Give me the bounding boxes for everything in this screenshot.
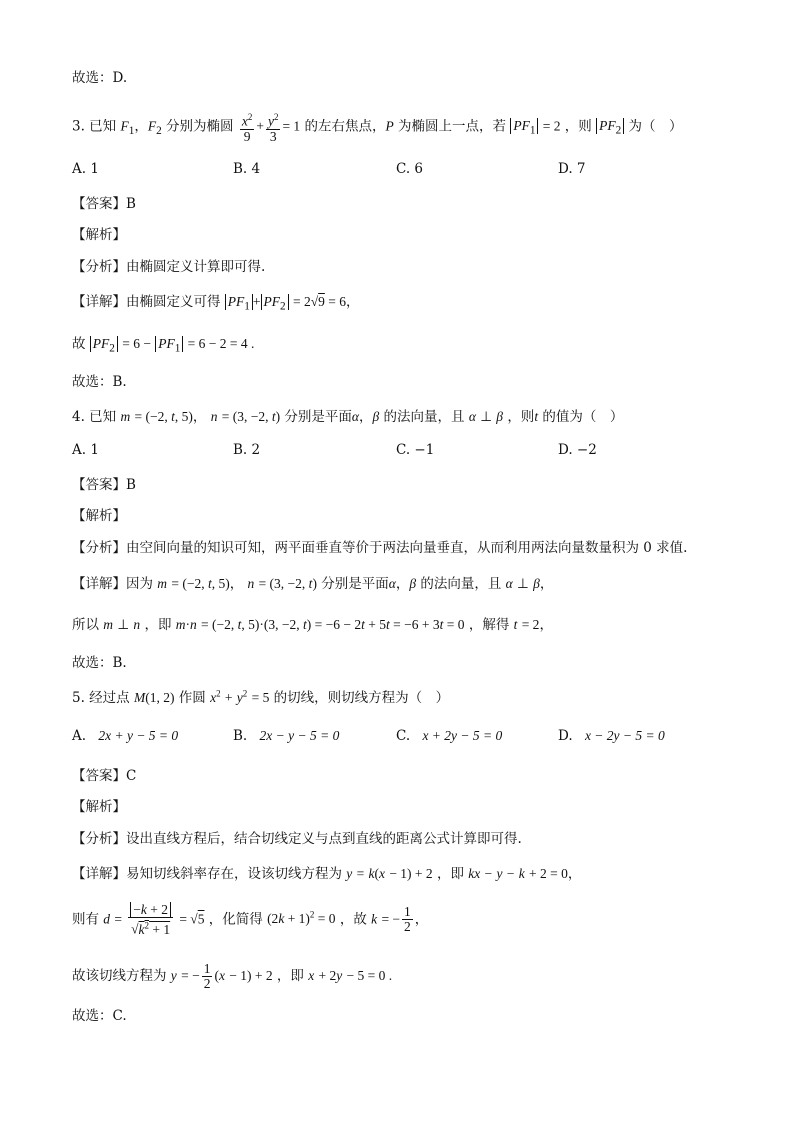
ellipse-frac-x: $\frac{x^2}{9}$ <box>241 112 253 144</box>
q3-fenxi: 【分析】由椭圆定义计算即可得. <box>72 259 266 275</box>
q5-detail-2: 则有 d = $\frac{-k + 2}{√k^2 + 1}$ = √5 ，化简得 $(2k + 1)^2 = 0$ ，故 k = − $\frac{1}{2}$ ， <box>72 902 429 937</box>
k-fraction: $\frac{1}{2}$ <box>404 904 411 935</box>
q5-fenxi: 【分析】设出直线方程后，结合切线定义与点到直线的距离公式计算即可得. <box>72 831 522 847</box>
q5-conclusion: 故选：C. <box>72 1008 127 1024</box>
q4-detail-2: 所以 m ⊥ n ，即 m·n = (−2, t, 5)·(3, −2, t) = −6 − 2t + 5t = −6 + 3t = 0 ，解得 t = 2， <box>72 617 553 633</box>
q3-option-c: C. 6 <box>396 161 424 177</box>
q2-conclusion: 故选：D. <box>72 70 128 86</box>
q4-answer: 【答案】B <box>72 477 136 493</box>
ellipse-frac-y: $\frac{y^2}{3}$ <box>267 112 279 144</box>
q3-detail-2: 故 $PF_2 = 6 - PF_1 = 6 - 2 = 4$ . <box>72 336 255 355</box>
q3-detail: 【详解】由椭圆定义可得 $PF_1 + PF_2 = 2√9 = 6$， <box>72 294 360 313</box>
q4-conclusion: 故选：B. <box>72 655 127 671</box>
distance-fraction: $\frac{-k + 2}{√k^2 + 1}$ <box>128 903 173 937</box>
q3-analysis-heading: 【解析】 <box>72 227 126 243</box>
q3-option-a: A. 1 <box>72 161 99 177</box>
q4-option-d: D. −2 <box>558 442 597 458</box>
q5-detail: 【详解】易知切线斜率存在，设该切线方程为 y = k(x − 1) + 2 ，即 kx − y − k + 2 = 0， <box>72 866 582 882</box>
q5-analysis-heading: 【解析】 <box>72 799 126 815</box>
q5-detail-3: 故该切线方程为 y = − $\frac{1}{2}$ (x − 1) + 2 ，即 x + 2y − 5 = 0 . <box>72 961 393 991</box>
q4-fenxi: 【分析】由空间向量的知识可知，两平面垂直等价于两法向量垂直，从而利用两法向量数量积为 0 求值. <box>72 540 688 556</box>
q5-option-c: C. x + 2y − 5 = 0 <box>396 728 503 744</box>
q3-option-d: D. 7 <box>558 161 586 177</box>
q4-option-c: C. −1 <box>396 442 435 458</box>
slope-fraction: $\frac{1}{2}$ <box>203 961 211 991</box>
q3-conclusion: 故选：B. <box>72 374 127 390</box>
q3-answer: 【答案】B <box>72 196 136 212</box>
q5-option-d: D. x − 2y − 5 = 0 <box>558 728 665 744</box>
q5-answer: 【答案】C <box>72 768 137 784</box>
q4-stem: 4. 已知 m = (−2, t, 5)， n = (3, −2, t) 分别是平面α，β 的法向量，且 α ⊥ β ，则t 的值为（ ） <box>72 409 624 425</box>
q5-stem: 5. 经过点 M(1, 2) 作圆 $x^2 + y^2 = 5$ 的切线，则切线方程为（ ） <box>72 688 450 706</box>
q4-detail: 【详解】因为 m = (−2, t, 5)， n = (3, −2, t) 分别是平面α，β 的法向量，且 α ⊥ β， <box>72 576 554 592</box>
q4-option-a: A. 1 <box>72 442 99 458</box>
q4-option-b: B. 2 <box>233 442 261 458</box>
q3-stem: 3. 已知 $F_1$，$F_2$ 分别为椭圆 $\frac{x^2}{9}$ + $\frac{y^2}{3}$ = 1 的左右焦点，P 为椭圆上一点，若 $PF_1 = 2$ ，则 $PF_2$ 为（ ） <box>72 112 683 144</box>
q4-analysis-heading: 【解析】 <box>72 508 126 524</box>
q5-option-b: B. 2x − y − 5 = 0 <box>233 728 340 744</box>
q3-option-b: B. 4 <box>233 161 261 177</box>
q5-option-a: A. 2x + y − 5 = 0 <box>72 728 179 744</box>
